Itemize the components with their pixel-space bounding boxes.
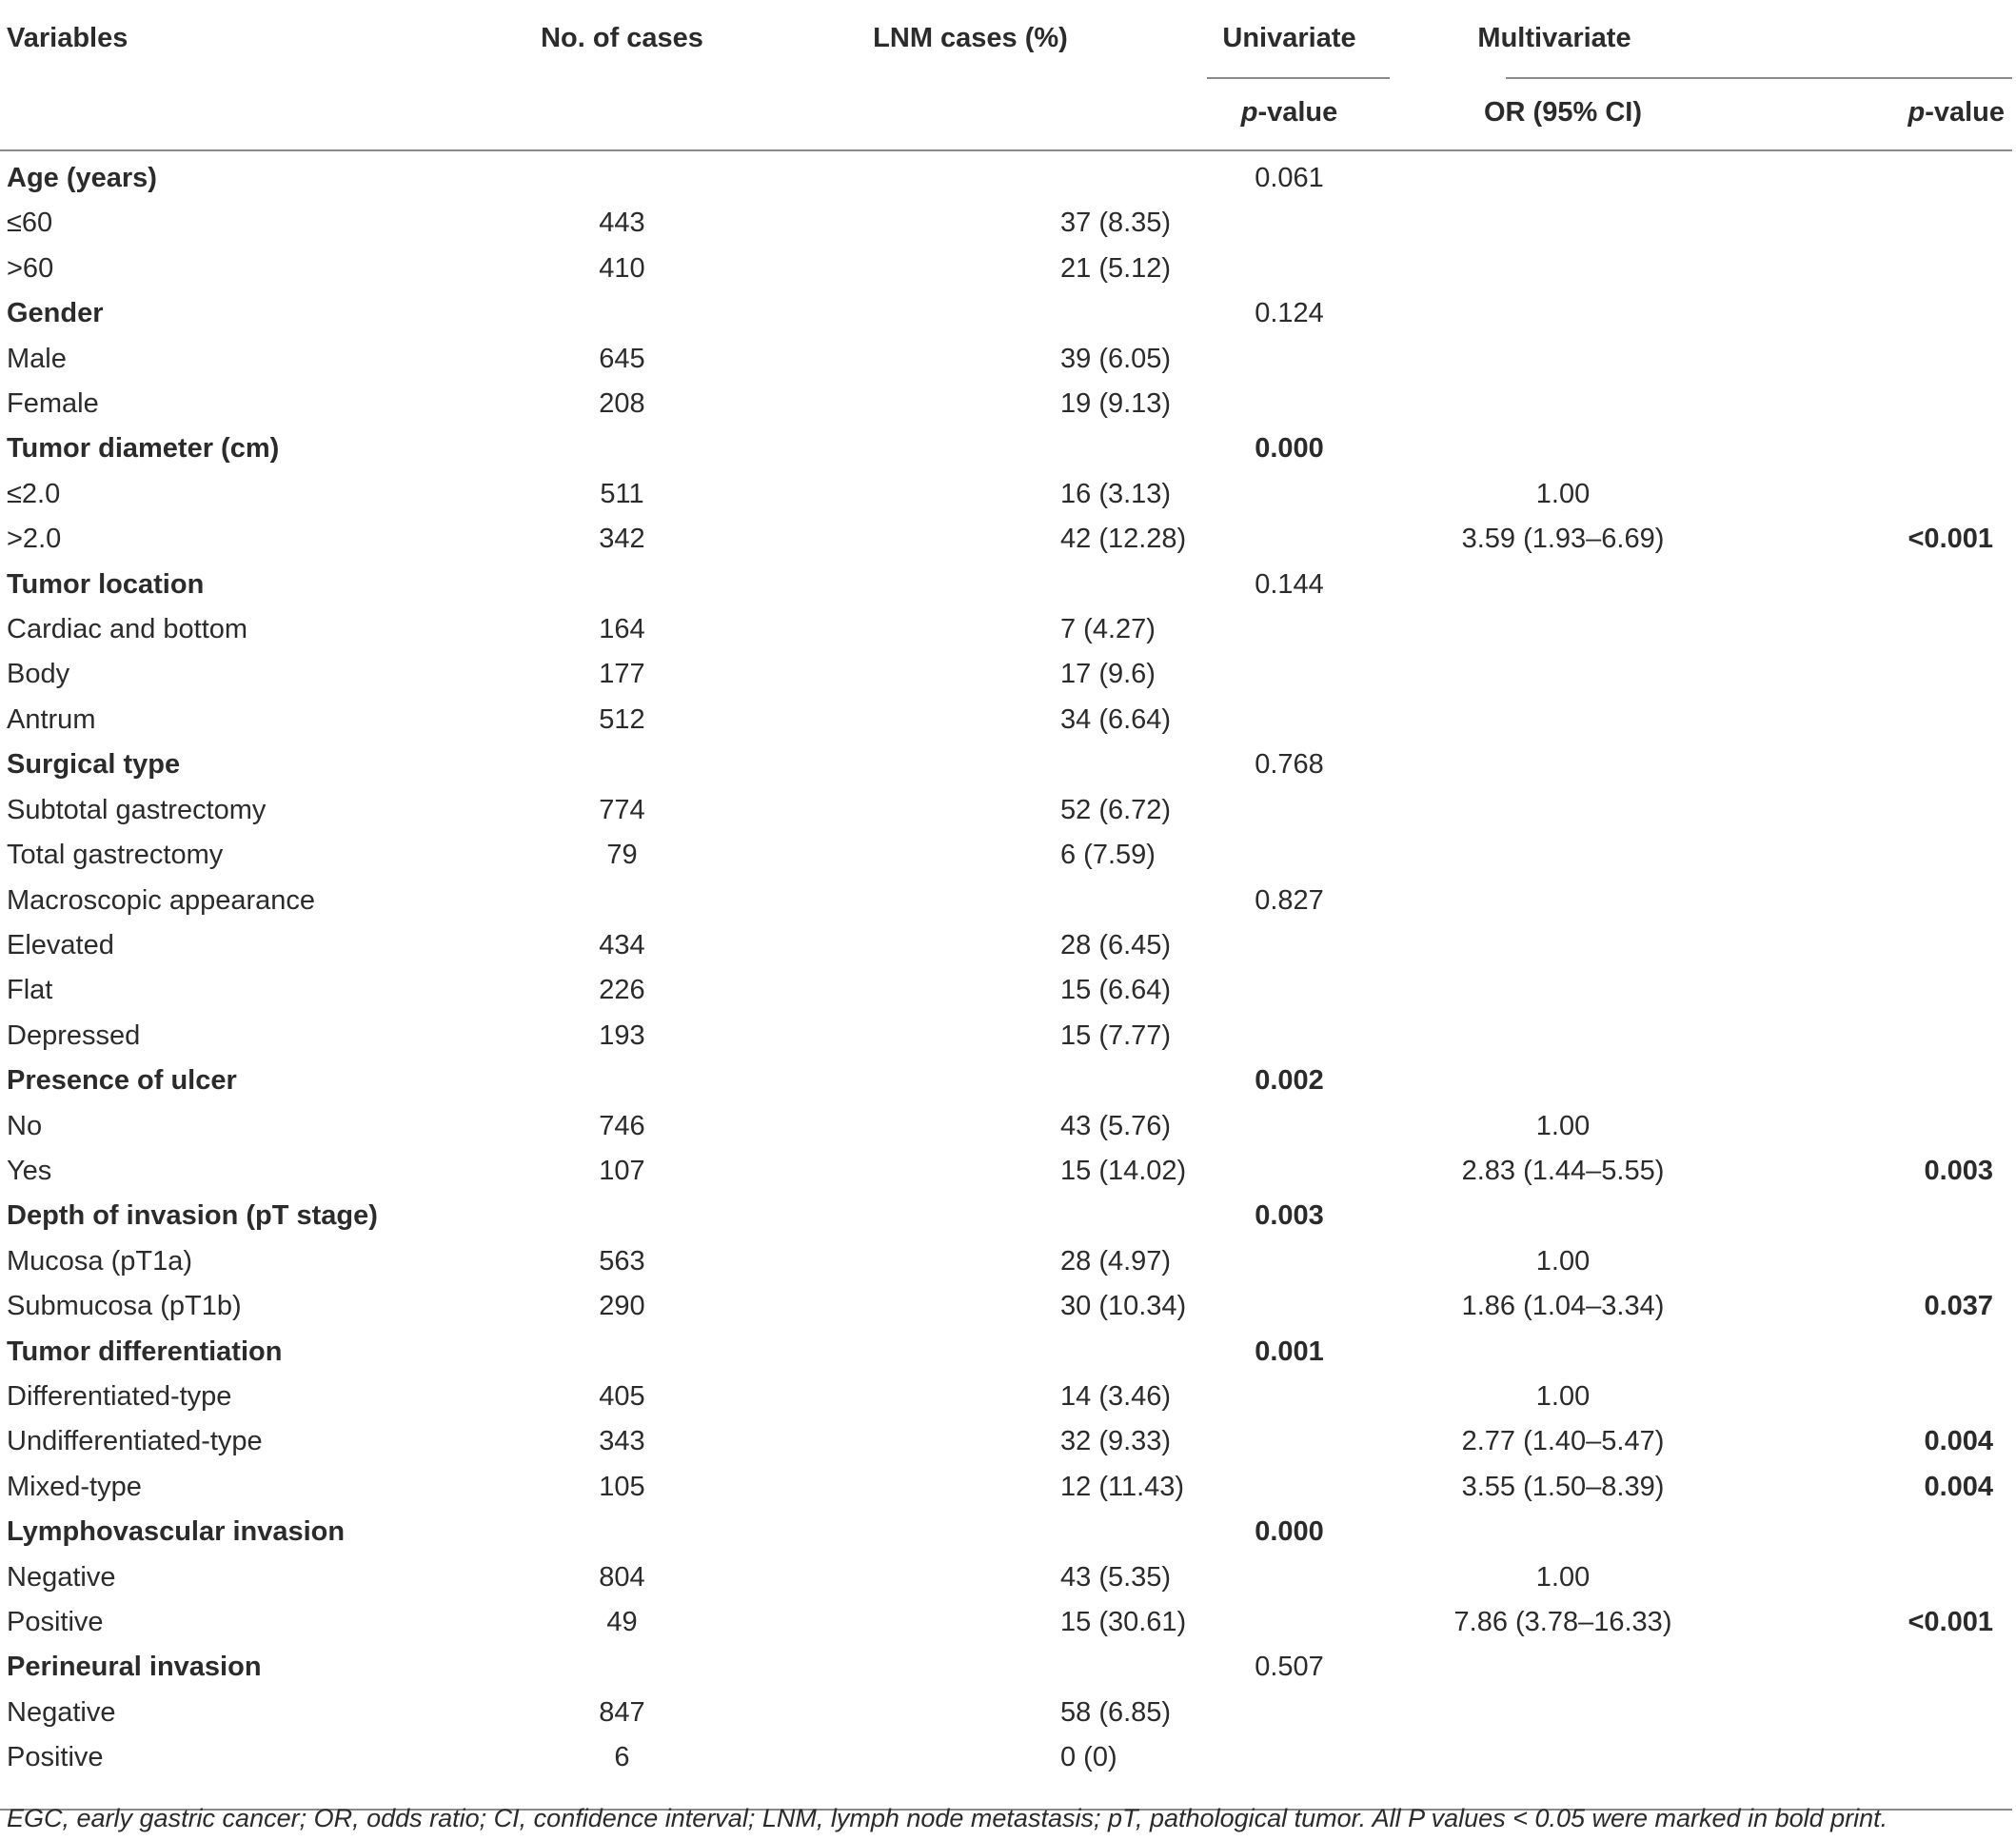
cell-multivariate-p: [1744, 337, 2012, 382]
header-spacer: [0, 76, 500, 148]
cell-variable: Tumor location: [7, 568, 205, 600]
table-row: [0, 968, 2012, 1013]
cell-lnm-cases: [744, 291, 1196, 336]
cell-no-of-cases: [500, 426, 744, 471]
table-row: [0, 833, 2012, 878]
cell-variable: Antrum: [7, 703, 96, 735]
cell-multivariate-p: [1744, 426, 2012, 471]
table-row: [0, 563, 2012, 607]
cell-or-ci: 1.86 (1.04–3.34): [1461, 1291, 1665, 1322]
cell-or-ci: 1.00: [1535, 1110, 1591, 1141]
cell-or-ci: [1382, 1014, 1744, 1059]
cell-or-ci: 1.00: [1535, 1561, 1591, 1593]
cell-no-of-cases: 774: [599, 794, 645, 825]
header-multivariate-label: Multivariate: [1477, 22, 1631, 53]
cell-or-ci: 3.55 (1.50–8.39): [1461, 1471, 1665, 1502]
cell-lnm-cases: [744, 879, 1196, 923]
cell-no-of-cases: [500, 1194, 744, 1238]
cell-lnm-cases: [744, 426, 1196, 471]
cell-or-ci: [1382, 382, 1744, 426]
cell-variable: Undifferentiated-type: [7, 1426, 263, 1457]
cell-variable: >2.0: [7, 524, 62, 555]
table-row: [0, 1014, 2012, 1059]
cell-multivariate-p: [1744, 698, 2012, 742]
cell-or-ci: 3.59 (1.93–6.69): [1461, 524, 1665, 555]
cell-univariate-p: [1196, 1149, 1382, 1194]
cell-multivariate-p: [1744, 788, 2012, 833]
cell-variable: ≤60: [7, 208, 53, 239]
cell-variable: Tumor differentiation: [7, 1336, 283, 1367]
cell-univariate-p: 0.000: [1255, 433, 1324, 465]
table-row: [0, 742, 2012, 787]
table-row: [0, 1059, 2012, 1103]
cell-lnm-cases: [744, 1330, 1196, 1375]
cell-multivariate-p: [1744, 1239, 2012, 1284]
table-row: [0, 1375, 2012, 1419]
cell-or-ci: [1382, 607, 1744, 652]
cell-multivariate-p: 0.037: [1924, 1291, 1994, 1322]
cell-lnm-cases: 43 (5.76): [1060, 1110, 1172, 1141]
cell-no-of-cases: 342: [599, 524, 645, 555]
cell-variable: Female: [7, 388, 99, 420]
p-italic: p: [1240, 96, 1258, 128]
cell-lnm-cases: 32 (9.33): [1060, 1426, 1172, 1457]
cell-univariate-p: 0.507: [1255, 1652, 1324, 1683]
cell-lnm-cases: 15 (30.61): [1060, 1607, 1187, 1637]
table-row: [0, 426, 2012, 471]
cell-univariate-p: 0.827: [1255, 884, 1324, 916]
cell-multivariate-p: [1744, 923, 2012, 968]
cell-univariate-p: [1196, 1465, 1382, 1510]
cell-multivariate-p: 0.003: [1924, 1155, 1994, 1186]
cell-multivariate-p: [1744, 879, 2012, 923]
cell-or-ci: [1382, 148, 1744, 201]
cell-univariate-p: [1196, 1735, 1382, 1780]
cell-multivariate-p: [1744, 201, 2012, 246]
cell-no-of-cases: 226: [599, 975, 645, 1006]
cell-variable: Perineural invasion: [7, 1652, 262, 1683]
cell-lnm-cases: 28 (6.45): [1060, 929, 1172, 960]
cell-variable: Body: [7, 659, 70, 690]
header-univariate-p-value: [1196, 76, 1382, 148]
cell-or-ci: [1382, 1645, 1744, 1690]
table-row: [0, 1555, 2012, 1600]
cell-lnm-cases: [744, 742, 1196, 787]
header-multivariate-p-value: [1744, 76, 2012, 148]
cell-variable: Positive: [7, 1607, 104, 1637]
table-row: [0, 337, 2012, 382]
cell-lnm-cases: 17 (9.6): [1060, 659, 1156, 690]
cell-variable: Gender: [7, 298, 104, 329]
table-row: [0, 698, 2012, 742]
cell-lnm-cases: 39 (6.05): [1060, 343, 1172, 374]
cell-lnm-cases: 37 (8.35): [1060, 208, 1172, 239]
cell-or-ci: [1382, 923, 1744, 968]
cell-or-ci: [1382, 426, 1744, 471]
cell-lnm-cases: [744, 148, 1196, 201]
table-row: [0, 652, 2012, 697]
cell-no-of-cases: 804: [599, 1561, 645, 1593]
cell-no-of-cases: 434: [599, 929, 645, 960]
cell-variable: Subtotal gastrectomy: [7, 794, 267, 825]
cell-univariate-p: [1196, 337, 1382, 382]
header-univariate: Univariate: [1222, 22, 1356, 53]
cell-variable: Differentiated-type: [7, 1380, 232, 1412]
table-row: [0, 291, 2012, 336]
cell-univariate-p: [1196, 201, 1382, 246]
cell-variable: Negative: [7, 1561, 116, 1593]
cell-univariate-p: 0.002: [1255, 1065, 1324, 1097]
cell-univariate-p: 0.061: [1255, 163, 1324, 193]
cell-variable: Presence of ulcer: [7, 1065, 237, 1097]
cell-no-of-cases: 511: [600, 478, 644, 509]
cell-multivariate-p: [1744, 833, 2012, 878]
table-row: [0, 607, 2012, 652]
cell-multivariate-p: <0.001: [1907, 1607, 1994, 1637]
cell-lnm-cases: [744, 1059, 1196, 1103]
cell-no-of-cases: 405: [599, 1380, 645, 1412]
cell-lnm-cases: 52 (6.72): [1060, 794, 1172, 825]
cell-multivariate-p: 0.004: [1924, 1471, 1994, 1502]
cell-or-ci: [1382, 1330, 1744, 1375]
p-suffix: -value: [1257, 96, 1338, 128]
header-lnm-cases: LNM cases (%): [873, 22, 1068, 53]
cell-lnm-cases: 21 (5.12): [1060, 252, 1172, 284]
cell-multivariate-p: [1744, 1059, 2012, 1103]
cell-univariate-p: [1196, 247, 1382, 291]
cell-or-ci: [1382, 247, 1744, 291]
cell-lnm-cases: 30 (10.34): [1060, 1291, 1187, 1322]
table-row: [0, 247, 2012, 291]
cell-univariate-p: [1196, 382, 1382, 426]
header-no-of-cases: No. of cases: [541, 22, 703, 53]
header-or-ci: OR (95% CI): [1484, 96, 1642, 128]
cell-univariate-p: [1196, 1014, 1382, 1059]
cell-multivariate-p: [1744, 382, 2012, 426]
table-row: [0, 1600, 2012, 1645]
cell-univariate-p: [1196, 1555, 1382, 1600]
cell-or-ci: 7.86 (3.78–16.33): [1453, 1607, 1672, 1637]
header-multivariate: [1382, 0, 2012, 76]
cell-or-ci: [1382, 291, 1744, 336]
cell-lnm-cases: 0 (0): [1060, 1742, 1117, 1773]
cell-no-of-cases: 164: [599, 614, 645, 645]
cell-univariate-p: [1196, 833, 1382, 878]
table-row: [0, 382, 2012, 426]
p-suffix: -value: [1925, 96, 2006, 128]
cell-univariate-p: 0.768: [1255, 749, 1324, 781]
cell-lnm-cases: [744, 1645, 1196, 1690]
cell-univariate-p: 0.003: [1255, 1200, 1324, 1232]
cell-or-ci: [1382, 201, 1744, 246]
cell-multivariate-p: [1744, 742, 2012, 787]
cell-multivariate-p: [1744, 1735, 2012, 1780]
univariate-underline: [1207, 77, 1390, 79]
cell-lnm-cases: 34 (6.64): [1060, 703, 1172, 735]
cell-lnm-cases: [744, 1194, 1196, 1238]
cell-lnm-cases: 14 (3.46): [1060, 1380, 1172, 1412]
table-row: [0, 879, 2012, 923]
cell-univariate-p: [1196, 1419, 1382, 1464]
cell-or-ci: [1382, 1735, 1744, 1780]
cell-univariate-p: [1196, 1691, 1382, 1735]
table-row: [0, 1645, 2012, 1690]
cell-variable: ≤2.0: [7, 478, 61, 509]
table-header: [0, 0, 2012, 148]
cell-no-of-cases: 79: [606, 840, 638, 871]
cell-multivariate-p: [1744, 1691, 2012, 1735]
header-spacer: [500, 76, 744, 148]
cell-or-ci: 1.00: [1535, 1380, 1591, 1412]
cell-multivariate-p: [1744, 247, 2012, 291]
cell-lnm-cases: 42 (12.28): [1060, 524, 1187, 555]
cell-multivariate-p: [1744, 563, 2012, 607]
cell-univariate-p: [1196, 1104, 1382, 1149]
cell-no-of-cases: 107: [599, 1155, 645, 1186]
cell-variable: Male: [7, 343, 67, 374]
cell-univariate-p: [1196, 788, 1382, 833]
table-row: [0, 1330, 2012, 1375]
cell-variable: Tumor diameter (cm): [7, 433, 280, 465]
cell-variable: No: [7, 1110, 43, 1141]
cell-no-of-cases: 410: [599, 252, 645, 284]
cell-variable: Lymphovascular invasion: [7, 1516, 346, 1548]
table-row: [0, 1239, 2012, 1284]
table-row: [0, 1735, 2012, 1780]
table-row: [0, 923, 2012, 968]
multivariate-underline: [1506, 77, 2012, 79]
cell-variable: Elevated: [7, 929, 114, 960]
cell-or-ci: [1382, 337, 1744, 382]
cell-multivariate-p: [1744, 1510, 2012, 1554]
cell-variable: Yes: [7, 1155, 52, 1186]
cell-no-of-cases: [500, 148, 744, 201]
cell-multivariate-p: [1744, 1194, 2012, 1238]
cell-multivariate-p: [1744, 607, 2012, 652]
table-row: [0, 788, 2012, 833]
cell-or-ci: [1382, 742, 1744, 787]
cell-univariate-p: [1196, 1284, 1382, 1329]
cell-lnm-cases: 15 (6.64): [1060, 975, 1172, 1006]
header-spacer: [744, 76, 1196, 148]
table-row: [0, 1104, 2012, 1149]
cell-or-ci: [1382, 1059, 1744, 1103]
cell-no-of-cases: 290: [599, 1291, 645, 1322]
cell-no-of-cases: 193: [599, 1019, 645, 1051]
cell-lnm-cases: 15 (7.77): [1060, 1019, 1172, 1051]
cell-variable: Depressed: [7, 1019, 141, 1051]
cell-or-ci: [1382, 698, 1744, 742]
table-row: [0, 1284, 2012, 1329]
cell-or-ci: 1.00: [1535, 1245, 1591, 1277]
cell-univariate-p: [1196, 607, 1382, 652]
cell-lnm-cases: 43 (5.35): [1060, 1561, 1172, 1593]
cell-variable: Mixed-type: [7, 1471, 142, 1502]
cell-lnm-cases: 7 (4.27): [1060, 614, 1156, 645]
cell-multivariate-p: [1744, 1330, 2012, 1375]
cell-multivariate-p: [1744, 1014, 2012, 1059]
table-row: [0, 148, 2012, 201]
cell-no-of-cases: [500, 742, 744, 787]
cell-or-ci: 1.00: [1535, 478, 1591, 509]
cell-multivariate-p: [1744, 968, 2012, 1013]
cell-univariate-p: 0.001: [1255, 1336, 1324, 1367]
cell-lnm-cases: 19 (9.13): [1060, 388, 1172, 420]
header-rule-bottom: [0, 149, 2012, 151]
table-row: [0, 517, 2012, 562]
cell-variable: Total gastrectomy: [7, 840, 224, 871]
cell-variable: >60: [7, 252, 54, 284]
cell-multivariate-p: <0.001: [1907, 524, 1994, 555]
cell-lnm-cases: 12 (11.43): [1060, 1471, 1185, 1502]
cell-no-of-cases: 746: [599, 1110, 645, 1141]
cell-no-of-cases: [500, 1645, 744, 1690]
cell-univariate-p: 0.124: [1255, 298, 1324, 329]
cell-no-of-cases: [500, 1330, 744, 1375]
cell-no-of-cases: 645: [599, 343, 645, 374]
cell-variable: Surgical type: [7, 749, 181, 781]
cell-no-of-cases: [500, 879, 744, 923]
cell-no-of-cases: 512: [599, 703, 645, 735]
cell-lnm-cases: 16 (3.13): [1060, 478, 1172, 509]
table-row: [0, 1691, 2012, 1735]
cell-variable: Submucosa (pT1b): [7, 1291, 242, 1322]
cell-lnm-cases: 6 (7.59): [1060, 840, 1156, 871]
table-row: [0, 1510, 2012, 1554]
cell-univariate-p: 0.000: [1255, 1516, 1324, 1548]
cell-or-ci: [1382, 563, 1744, 607]
cell-variable: Macroscopic appearance: [7, 884, 316, 916]
cell-multivariate-p: [1744, 148, 2012, 201]
cell-lnm-cases: 15 (14.02): [1060, 1155, 1187, 1186]
cell-univariate-p: [1196, 923, 1382, 968]
cell-univariate-p: [1196, 472, 1382, 517]
cell-multivariate-p: 0.004: [1924, 1426, 1994, 1457]
cell-multivariate-p: [1744, 291, 2012, 336]
cell-multivariate-p: [1744, 1555, 2012, 1600]
table-row: [0, 1465, 2012, 1510]
table-row: [0, 1419, 2012, 1464]
cell-univariate-p: [1196, 1239, 1382, 1284]
cell-variable: Cardiac and bottom: [7, 614, 248, 645]
cell-lnm-cases: 58 (6.85): [1060, 1696, 1172, 1728]
cell-no-of-cases: [500, 291, 744, 336]
cell-variable: Mucosa (pT1a): [7, 1245, 193, 1277]
table-footnote: EGC, early gastric cancer; OR, odds ratio; CI, confidence interval; LNM, lymph node metastasis; pT, pathological tumor. All P values < 0.05 were marked in bold print.: [7, 1804, 1888, 1832]
cell-or-ci: [1382, 652, 1744, 697]
cell-variable: Negative: [7, 1696, 116, 1728]
cell-variable: Flat: [7, 975, 53, 1006]
cell-univariate-p: [1196, 698, 1382, 742]
cell-multivariate-p: [1744, 1645, 2012, 1690]
cell-variable: Depth of invasion (pT stage): [7, 1200, 378, 1232]
cell-no-of-cases: 105: [599, 1471, 645, 1502]
cell-no-of-cases: 6: [614, 1742, 630, 1773]
cell-or-ci: [1382, 879, 1744, 923]
cell-or-ci: [1382, 1510, 1744, 1554]
cell-or-ci: [1382, 1194, 1744, 1238]
header-variables: Variables: [7, 22, 128, 53]
table-body: [0, 148, 2012, 1781]
cell-no-of-cases: 343: [599, 1426, 645, 1457]
cell-multivariate-p: [1744, 1375, 2012, 1419]
cell-multivariate-p: [1744, 652, 2012, 697]
cell-univariate-p: [1196, 1600, 1382, 1645]
cell-lnm-cases: [744, 1510, 1196, 1554]
cell-no-of-cases: 563: [599, 1245, 645, 1277]
cell-variable: Positive: [7, 1742, 104, 1773]
cell-no-of-cases: [500, 1059, 744, 1103]
cell-univariate-p: 0.144: [1255, 568, 1324, 600]
cell-univariate-p: [1196, 517, 1382, 562]
table-row: [0, 1194, 2012, 1238]
cell-or-ci: 2.83 (1.44–5.55): [1461, 1155, 1665, 1186]
cell-multivariate-p: [1744, 472, 2012, 517]
p-italic: p: [1907, 96, 1926, 128]
cell-no-of-cases: 443: [599, 208, 645, 239]
cell-or-ci: [1382, 968, 1744, 1013]
cell-lnm-cases: 28 (4.97): [1060, 1245, 1172, 1277]
cell-no-of-cases: [500, 1510, 744, 1554]
cell-univariate-p: [1196, 968, 1382, 1013]
table-row: [0, 1149, 2012, 1194]
cell-no-of-cases: 177: [599, 659, 645, 690]
cell-lnm-cases: [744, 563, 1196, 607]
table-row: [0, 201, 2012, 246]
cell-variable: Age (years): [7, 163, 157, 193]
cell-no-of-cases: [500, 563, 744, 607]
cell-univariate-p: [1196, 1375, 1382, 1419]
cell-univariate-p: [1196, 652, 1382, 697]
cell-no-of-cases: 49: [606, 1607, 638, 1637]
cell-or-ci: [1382, 833, 1744, 878]
cell-or-ci: 2.77 (1.40–5.47): [1461, 1426, 1665, 1457]
table-row: [0, 472, 2012, 517]
cell-multivariate-p: [1744, 1104, 2012, 1149]
cell-no-of-cases: 208: [599, 388, 645, 420]
cell-no-of-cases: 847: [599, 1696, 645, 1728]
cell-or-ci: [1382, 788, 1744, 833]
cell-or-ci: [1382, 1691, 1744, 1735]
